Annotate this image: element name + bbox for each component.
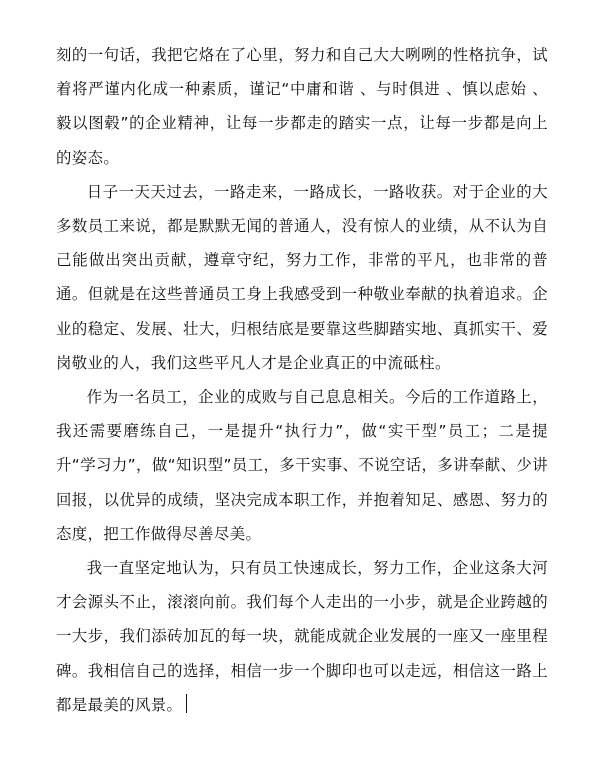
document-body <box>56 38 548 722</box>
paragraph-1: 刻的一句话，我把它烙在了心里，努力和自己大大咧咧的性格抗争，试着将严谨内化成一种素质，谨记“中庸和谐 、与时俱进 、慎以虑始 、毅以图毂”的企业精神，让每一步都走的踏实一点，让每一步都是向上的姿态。 <box>56 46 548 167</box>
text-cursor <box>186 694 187 713</box>
paragraph-3: 作为一名员工，企业的成败与自己息息相关。今后的工作道路上，我还需要磨练自己，一是提升“执行力”，做“实干型”员工；二是提升“学习力”，做“知识型”员工，多干实事、不说空话，多讲奉献、少讲回报，以优异的成绩，坚决完成本职工作，并抱着知足、感恩、努力的态度，把工作做得尽善尽美。 <box>56 388 548 543</box>
paragraph-4-text: 我一直坚定地认为，只有员工快速成长，努力工作，企业这条大河才会源头不止，滚滚向前。我们每个人走出的一小步，就是企业跨越的一大步，我们添砖加瓦的每一块，就能成就企业发展的一座又一座里程碑。我相信自己的选择，相信一步一个脚印也可以走远，相信这一路上都是最美的风景。 <box>56 559 548 714</box>
paragraph-4 <box>56 551 548 722</box>
paragraph-2: 日子一天天过去，一路走来，一路成长，一路收获。对于企业的大多数员工来说，都是默默无闻的普通人，没有惊人的业绩，从不认为自己能做出突出贡献，遵章守纪，努力工作，非常的平凡，也非常的普通。但就是在这些普通员工身上我感受到一种敬业奉献的执着追求。企业的稳定、发展、壮大，归根结底是要靠这些脚踏实地、真抓实干、爱岗敬业的人，我们这些平凡人才是企业真正的中流砥柱。 <box>56 182 548 372</box>
